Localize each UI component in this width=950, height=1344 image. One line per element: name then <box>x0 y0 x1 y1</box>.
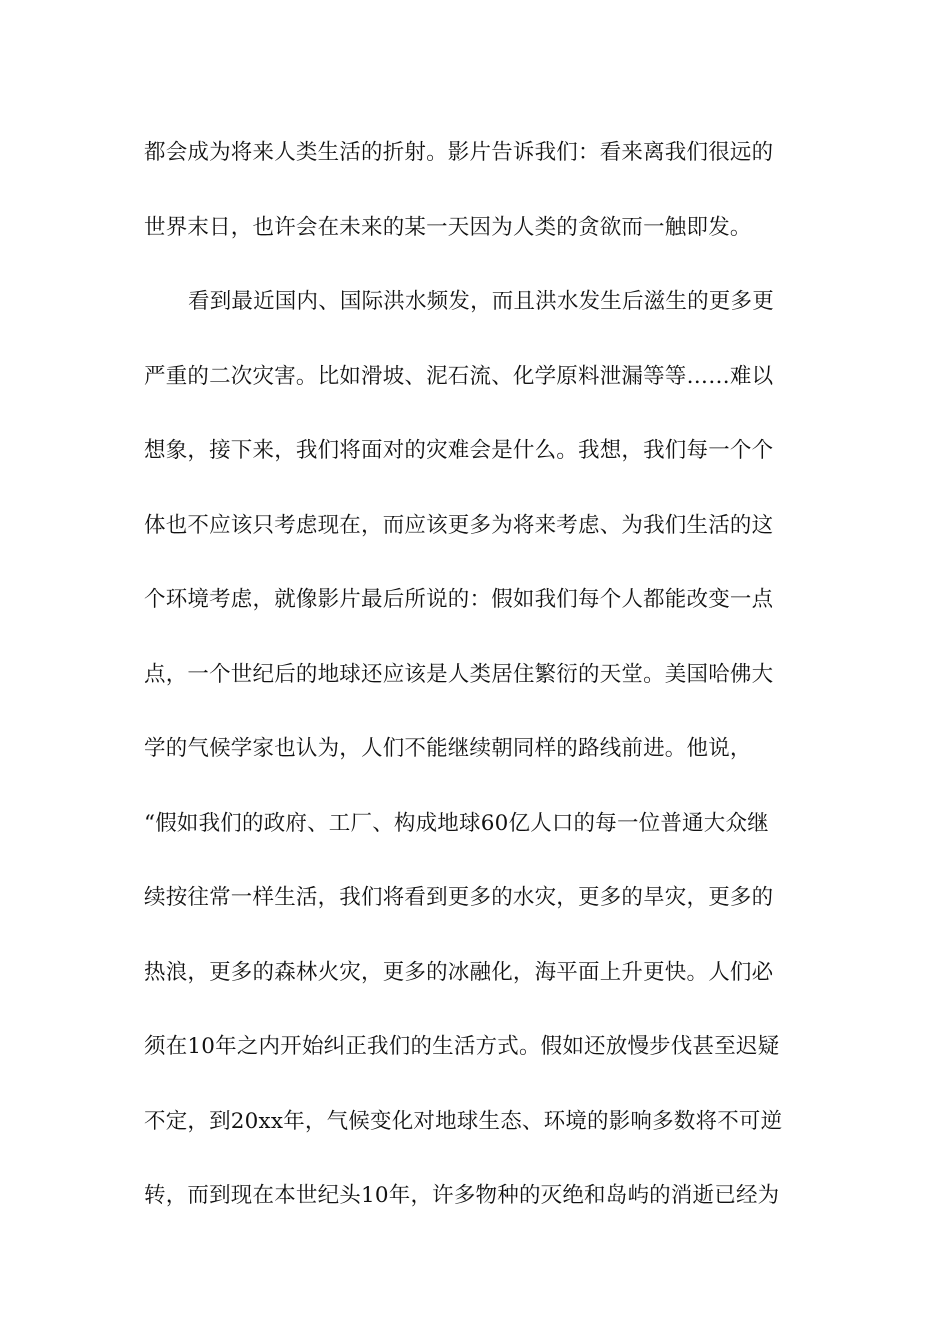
text-line: “假如我们的政府、工厂、构成地球60亿人口的每一位普通大众继 <box>144 810 769 836</box>
text-line: 体也不应该只考虑现在，而应该更多为将来考虑、为我们生活的这 <box>144 512 774 538</box>
text-line: 严重的二次灾害。比如滑坡、泥石流、化学原料泄漏等等……难以 <box>144 363 774 389</box>
paragraph-start-line: 看到最近国内、国际洪水频发，而且洪水发生后滋生的更多更 <box>188 289 774 314</box>
text-line: 个环境考虑，就像影片最后所说的：假如我们每个人都能改变一点 <box>144 587 774 612</box>
text-line: 不定，到20xx年，气候变化对地球生态、环境的影响多数将不可逆 <box>144 1108 783 1134</box>
text-line: 想象，接下来，我们将面对的灾难会是什么。我想，我们每一个个 <box>144 438 774 463</box>
body-text <box>144 131 814 1249</box>
text-line: 都会成为将来人类生活的折射。影片告诉我们：看来离我们很远的 <box>144 140 774 165</box>
text-line: 热浪，更多的森林火灾，更多的冰融化，海平面上升更快。人们必 <box>144 959 774 985</box>
text-line: 世界末日，也许会在未来的某一天因为人类的贪欲而一触即发。 <box>144 214 752 240</box>
text-line: 点，一个世纪后的地球还应该是人类居住繁衍的天堂。美国哈佛大 <box>144 661 774 687</box>
text-line: 学的气候学家也认为，人们不能继续朝同样的路线前进。他说， <box>144 736 752 761</box>
text-line: 须在10年之内开始纠正我们的生活方式。假如还放慢步伐甚至迟疑 <box>144 1034 780 1059</box>
text-line: 转，而到现在本世纪头10年，许多物种的灭绝和岛屿的消逝已经为 <box>144 1183 780 1208</box>
text-line: 续按往常一样生活，我们将看到更多的水灾，更多的旱灾，更多的 <box>144 885 774 910</box>
